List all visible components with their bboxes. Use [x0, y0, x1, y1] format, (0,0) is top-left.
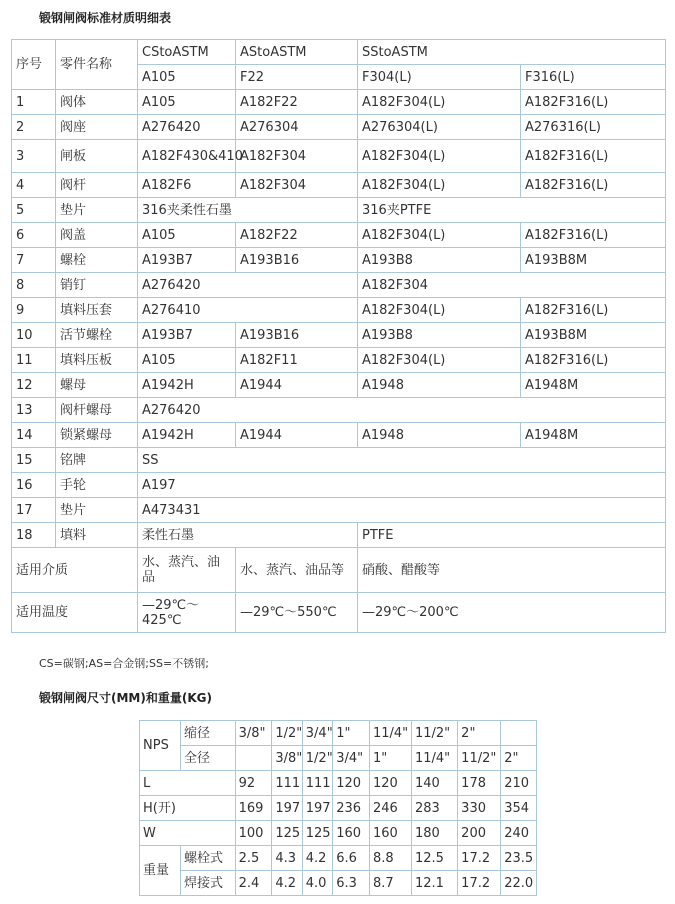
welded-label: 焊接式 [180, 871, 235, 896]
value-cell: 354 [501, 796, 537, 821]
part-name: 阀杆 [56, 173, 138, 198]
value-cell: 197 [272, 796, 302, 821]
header-grade: F22 [236, 65, 358, 90]
value-cell: 4.2 [302, 846, 332, 871]
table-row-media [12, 548, 666, 593]
material-cell: PTFE [358, 523, 666, 548]
header-row-groups [12, 40, 666, 65]
material-cell: A182F316(L) [521, 223, 666, 248]
size-cell: 1" [333, 721, 370, 746]
value-cell: 111 [302, 771, 332, 796]
material-cell: A182F304(L) [358, 173, 521, 198]
value-cell: 120 [369, 771, 411, 796]
table-row [12, 248, 666, 273]
material-cell: A276316(L) [521, 115, 666, 140]
row-number: 12 [12, 373, 56, 398]
size-cell: 11/2" [411, 721, 457, 746]
header-grade: A105 [138, 65, 236, 90]
material-cell: A182F316(L) [521, 140, 666, 173]
value-cell: 330 [458, 796, 501, 821]
value-cell: 4.2 [272, 871, 302, 896]
material-cell: A105 [138, 223, 236, 248]
table-row [12, 523, 666, 548]
row-number: 9 [12, 298, 56, 323]
material-cell: 柔性石墨 [138, 523, 358, 548]
header-grade: F304(L) [358, 65, 521, 90]
material-cell: A1944 [236, 373, 358, 398]
size-cell: 1/2" [272, 721, 302, 746]
material-cell: A182F304(L) [358, 223, 521, 248]
row-number: 10 [12, 323, 56, 348]
material-cell: A276304 [236, 115, 358, 140]
value-cell: 178 [458, 771, 501, 796]
table-row [12, 423, 666, 448]
size-cell: 3/4" [302, 721, 332, 746]
value-cell: 169 [235, 796, 272, 821]
size-cell: 2" [458, 721, 501, 746]
material-cell: A182F11 [236, 348, 358, 373]
part-name: 螺母 [56, 373, 138, 398]
size-cell [501, 721, 537, 746]
w-row [140, 821, 537, 846]
material-cell: A193B7 [138, 323, 236, 348]
part-name: 阀盖 [56, 223, 138, 248]
value-cell: 236 [333, 796, 370, 821]
material-cell: A105 [138, 348, 236, 373]
material-cell: A473431 [138, 498, 666, 523]
material-cell: A1948 [358, 373, 521, 398]
value-cell: 120 [333, 771, 370, 796]
material-cell: A276420 [138, 398, 666, 423]
header-group-as: AStoASTM [236, 40, 358, 65]
material-cell: A182F304(L) [358, 298, 521, 323]
value-cell: 17.2 [458, 846, 501, 871]
part-name: 销钉 [56, 273, 138, 298]
part-name: 阀座 [56, 115, 138, 140]
part-name: 活节螺栓 [56, 323, 138, 348]
table-row [12, 473, 666, 498]
material-cell: A182F316(L) [521, 348, 666, 373]
table-row [12, 448, 666, 473]
size-cell: 1/2" [302, 746, 332, 771]
value-cell: 240 [501, 821, 537, 846]
value-cell: 160 [369, 821, 411, 846]
material-table [11, 39, 666, 633]
material-cell: A182F22 [236, 223, 358, 248]
value-cell: 4.0 [302, 871, 332, 896]
part-name: 锁紧螺母 [56, 423, 138, 448]
dimension-table [139, 720, 537, 896]
material-cell: 316夹柔性石墨 [138, 198, 358, 223]
row-number: 4 [12, 173, 56, 198]
material-cell: A182F430&410 [138, 140, 236, 173]
material-cell: A182F304 [236, 173, 358, 198]
material-cell: A1944 [236, 423, 358, 448]
header-group-cs: CStoASTM [138, 40, 236, 65]
material-cell: A1942H [138, 373, 236, 398]
value-cell: 6.3 [333, 871, 370, 896]
row-number: 11 [12, 348, 56, 373]
row-number: 7 [12, 248, 56, 273]
media-ss: 硝酸、醋酸等 [358, 548, 666, 593]
value-cell: 92 [235, 771, 272, 796]
reduced-bore-label: 缩径 [180, 721, 235, 746]
value-cell: 180 [411, 821, 457, 846]
row-number: 14 [12, 423, 56, 448]
size-cell: 11/4" [411, 746, 457, 771]
material-cell: A182F304(L) [358, 348, 521, 373]
nps-full-row [140, 746, 537, 771]
nps-label: NPS [140, 721, 181, 771]
table-row-temp [12, 593, 666, 633]
header-part-name: 零件名称 [56, 40, 138, 90]
value-cell: 12.5 [411, 846, 457, 871]
part-name: 手轮 [56, 473, 138, 498]
material-cell: A1942H [138, 423, 236, 448]
material-cell: A193B8 [358, 323, 521, 348]
weight-label: 重量 [140, 846, 181, 896]
part-name: 填料压套 [56, 298, 138, 323]
row-number: 13 [12, 398, 56, 423]
row-number: 6 [12, 223, 56, 248]
value-cell: 23.5 [501, 846, 537, 871]
value-cell: 197 [302, 796, 332, 821]
l-row [140, 771, 537, 796]
material-cell: A182F6 [138, 173, 236, 198]
value-cell: 4.3 [272, 846, 302, 871]
table-row [12, 323, 666, 348]
value-cell: 2.4 [235, 871, 272, 896]
table-row [12, 298, 666, 323]
value-cell: 210 [501, 771, 537, 796]
media-as: 水、蒸汽、油品等 [236, 548, 358, 593]
size-cell: 3/8" [235, 721, 272, 746]
material-cell: A1948 [358, 423, 521, 448]
nps-reduced-row [140, 721, 537, 746]
table-row [12, 173, 666, 198]
header-group-ss: SStoASTM [358, 40, 666, 65]
part-name: 填料 [56, 523, 138, 548]
full-bore-label: 全径 [180, 746, 235, 771]
part-name: 螺栓 [56, 248, 138, 273]
part-name: 垫片 [56, 198, 138, 223]
material-cell: A193B8 [358, 248, 521, 273]
row-number: 3 [12, 140, 56, 173]
material-cell: A182F304 [236, 140, 358, 173]
part-name: 填料压板 [56, 348, 138, 373]
material-cell: A182F304(L) [358, 90, 521, 115]
row-number: 8 [12, 273, 56, 298]
temp-label: 适用温度 [12, 593, 138, 633]
material-cell: A182F304 [358, 273, 666, 298]
value-cell: 8.7 [369, 871, 411, 896]
weight-bolted-row [140, 846, 537, 871]
value-cell: 100 [235, 821, 272, 846]
row-number: 16 [12, 473, 56, 498]
row-number: 5 [12, 198, 56, 223]
material-legend-note: CS=碳钢;AS=合金钢;SS=不锈钢; [39, 657, 209, 670]
material-cell: A182F316(L) [521, 90, 666, 115]
material-cell: A276420 [138, 115, 236, 140]
table-row [12, 398, 666, 423]
value-cell: 12.1 [411, 871, 457, 896]
row-number: 17 [12, 498, 56, 523]
material-cell: A1948M [521, 423, 666, 448]
table-row [12, 198, 666, 223]
weight-welded-row [140, 871, 537, 896]
value-cell: 8.8 [369, 846, 411, 871]
media-label: 适用介质 [12, 548, 138, 593]
material-cell: A193B8M [521, 323, 666, 348]
bolted-label: 螺栓式 [180, 846, 235, 871]
part-name: 铭牌 [56, 448, 138, 473]
value-cell: 17.2 [458, 871, 501, 896]
size-cell: 11/2" [458, 746, 501, 771]
value-cell: 22.0 [501, 871, 537, 896]
h-label: H(开) [140, 796, 236, 821]
temp-as: —29℃～550℃ [236, 593, 358, 633]
value-cell: 140 [411, 771, 457, 796]
material-cell: A276304(L) [358, 115, 521, 140]
size-cell [235, 746, 272, 771]
part-name: 阀体 [56, 90, 138, 115]
value-cell: 6.6 [333, 846, 370, 871]
value-cell: 283 [411, 796, 457, 821]
material-cell: A197 [138, 473, 666, 498]
table-row [12, 273, 666, 298]
table-row [12, 140, 666, 173]
l-label: L [140, 771, 236, 796]
size-cell: 1" [369, 746, 411, 771]
material-cell: A193B8M [521, 248, 666, 273]
table-row [12, 115, 666, 140]
table-row [12, 223, 666, 248]
material-cell: A182F316(L) [521, 173, 666, 198]
row-number: 15 [12, 448, 56, 473]
media-cs: 水、蒸汽、油品 [138, 548, 236, 593]
value-cell: 200 [458, 821, 501, 846]
table-row [12, 373, 666, 398]
h-row [140, 796, 537, 821]
value-cell: 111 [272, 771, 302, 796]
header-no: 序号 [12, 40, 56, 90]
material-cell: A276410 [138, 298, 358, 323]
size-cell: 2" [501, 746, 537, 771]
value-cell: 2.5 [235, 846, 272, 871]
size-cell: 3/4" [333, 746, 370, 771]
page-title: 锻钢闸阀标准材质明细表 [39, 11, 172, 25]
value-cell: 125 [272, 821, 302, 846]
material-cell: A276420 [138, 273, 358, 298]
material-cell: A193B16 [236, 248, 358, 273]
material-cell: A193B7 [138, 248, 236, 273]
material-cell: A182F22 [236, 90, 358, 115]
material-cell: A193B16 [236, 323, 358, 348]
table-row [12, 90, 666, 115]
value-cell: 246 [369, 796, 411, 821]
w-label: W [140, 821, 236, 846]
material-cell: A182F304(L) [358, 140, 521, 173]
size-cell: 11/4" [369, 721, 411, 746]
dimension-table-title: 锻钢闸阀尺寸(MM)和重量(KG) [39, 691, 212, 705]
part-name: 阀杆螺母 [56, 398, 138, 423]
value-cell: 160 [333, 821, 370, 846]
material-cell: SS [138, 448, 666, 473]
part-name: 垫片 [56, 498, 138, 523]
size-cell: 3/8" [272, 746, 302, 771]
material-cell: A1948M [521, 373, 666, 398]
material-cell: A105 [138, 90, 236, 115]
table-row [12, 348, 666, 373]
material-cell: A182F316(L) [521, 298, 666, 323]
row-number: 2 [12, 115, 56, 140]
material-cell: 316夹PTFE [358, 198, 666, 223]
temp-cs: —29℃～425℃ [138, 593, 236, 633]
temp-ss: —29℃～200℃ [358, 593, 666, 633]
row-number: 18 [12, 523, 56, 548]
table-row [12, 498, 666, 523]
value-cell: 125 [302, 821, 332, 846]
row-number: 1 [12, 90, 56, 115]
header-grade: F316(L) [521, 65, 666, 90]
part-name: 闸板 [56, 140, 138, 173]
